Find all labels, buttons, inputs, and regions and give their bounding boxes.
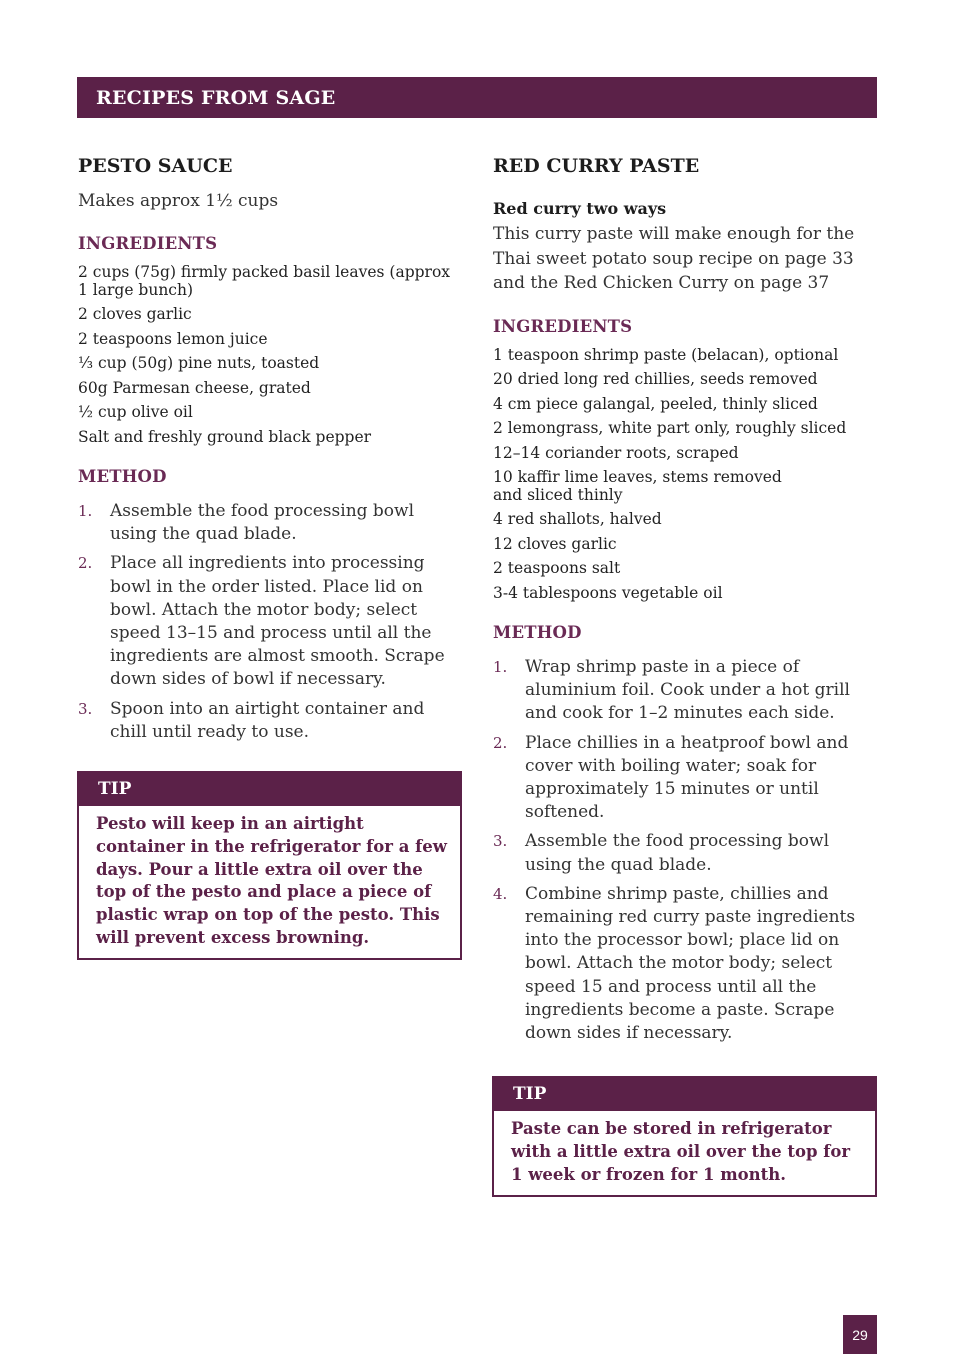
ingredients-list [78, 264, 462, 446]
recipe-yield: Makes approx 1½ cups [78, 191, 279, 211]
page-number [843, 1315, 877, 1354]
tip-label: TIP [79, 771, 460, 806]
step-number: 1. [493, 658, 508, 676]
step-text: Combine shrimp paste, chillies and remaining red curry paste ingredients into the processor bowl; place lid on bowl. Attach the motor body; select speed 15 and process until all the ingredients become a paste. Scrape down sides if necessary. [525, 883, 856, 1044]
banner-title: RECIPES FROM SAGE [96, 86, 336, 109]
ingredient-item: 2 cups (75g) firmly packed basil leaves (approx 1 large bunch) [78, 263, 451, 299]
ingredient-item: 2 teaspoons lemon juice [78, 329, 268, 348]
curry-recipe [493, 153, 877, 1051]
ingredient-item: 12 cloves garlic [493, 534, 617, 553]
method-step [78, 500, 462, 546]
pesto-tip-box [77, 771, 462, 960]
recipe-title: PESTO SAUCE [78, 155, 233, 177]
ingredient-item: 4 red shallots, halved [493, 510, 662, 528]
ingredient-item: ⅓ cup (50g) pine nuts, toasted [78, 354, 320, 372]
tip-text: Paste can be stored in refrigerator with a little extra oil over the top for 1 week or frozen for 1 month. [511, 1119, 851, 1184]
ingredient-item: ½ cup olive oil [78, 403, 193, 421]
ingredient-item: 1 teaspoon shrimp paste (belacan), optional [493, 345, 839, 364]
ingredient-item: 10 kaffir lime leaves, stems removed and sliced thinly [493, 468, 782, 504]
ingredient-item: 12–14 coriander roots, scraped [493, 443, 739, 462]
recipe-title: RED CURRY PASTE [493, 155, 700, 177]
ingredients-list [493, 347, 877, 603]
step-number: 3. [493, 832, 508, 851]
method-heading: METHOD [493, 623, 582, 642]
step-number: 3. [78, 699, 93, 718]
method-step [493, 656, 877, 726]
ingredients-heading: INGREDIENTS [78, 234, 218, 253]
ingredient-item: 2 teaspoons salt [493, 559, 621, 577]
method-step [493, 732, 877, 825]
ingredients-heading: INGREDIENTS [493, 316, 633, 336]
ingredient-item: 20 dried long red chillies, seeds removed [493, 370, 818, 388]
method-step [493, 883, 877, 1045]
recipe-intro: This curry paste will make enough for the Thai sweet potato soup recipe on page 33 and the Red Chicken Curry on page 37 [493, 224, 855, 293]
step-number: 2. [493, 733, 508, 752]
ingredient-item: 60g Parmesan cheese, grated [78, 378, 311, 397]
step-text: Assemble the food processing bowl using the quad blade. [110, 501, 415, 545]
section-banner [77, 77, 877, 118]
ingredient-item: 2 cloves garlic [78, 305, 192, 323]
ingredient-item: 2 lemongrass, white part only, roughly sliced [493, 419, 847, 437]
step-text: Wrap shrimp paste in a piece of aluminium foil. Cook under a hot grill and cook for 1–2 minutes each side. [525, 657, 850, 724]
step-text: Place all ingredients into processing bowl in the order listed. Place lid on bowl. Attach the motor body; select speed 13–15 and process until all the ingredients are almost smooth. Scrape down sides of bowl if necessary. [110, 553, 445, 690]
ingredient-item: 3-4 tablespoons vegetable oil [493, 583, 723, 602]
step-number: 1. [78, 502, 93, 520]
step-text: Spoon into an airtight container and chill until ready to use. [110, 698, 425, 742]
method-list [493, 656, 877, 1045]
method-step [493, 830, 877, 876]
step-number: 4. [493, 884, 508, 903]
tip-label: TIP [494, 1076, 875, 1111]
tip-text: Pesto will keep in an airtight container in the refrigerator for a few days. Pour a little extra oil over the top of the pesto and place a piece of plastic wrap on top of the pesto. This will prevent excess browning. [96, 814, 447, 947]
step-text: Assemble the food processing bowl using the quad blade. [525, 831, 830, 875]
page-number-text: 29 [852, 1326, 868, 1343]
curry-tip-box [492, 1076, 877, 1197]
recipe-subheading: Red curry two ways [493, 199, 667, 218]
method-step [78, 698, 462, 744]
method-heading: METHOD [78, 467, 167, 486]
method-list [78, 500, 462, 744]
ingredient-item: 4 cm piece galangal, peeled, thinly sliced [493, 394, 818, 413]
step-number: 2. [78, 554, 93, 573]
method-step [78, 552, 462, 691]
ingredient-item: Salt and freshly ground black pepper [78, 427, 372, 446]
step-text: Place chillies in a heatproof bowl and cover with boiling water; soak for approximately 15 minutes or until softened. [525, 732, 849, 823]
pesto-recipe [78, 153, 462, 750]
